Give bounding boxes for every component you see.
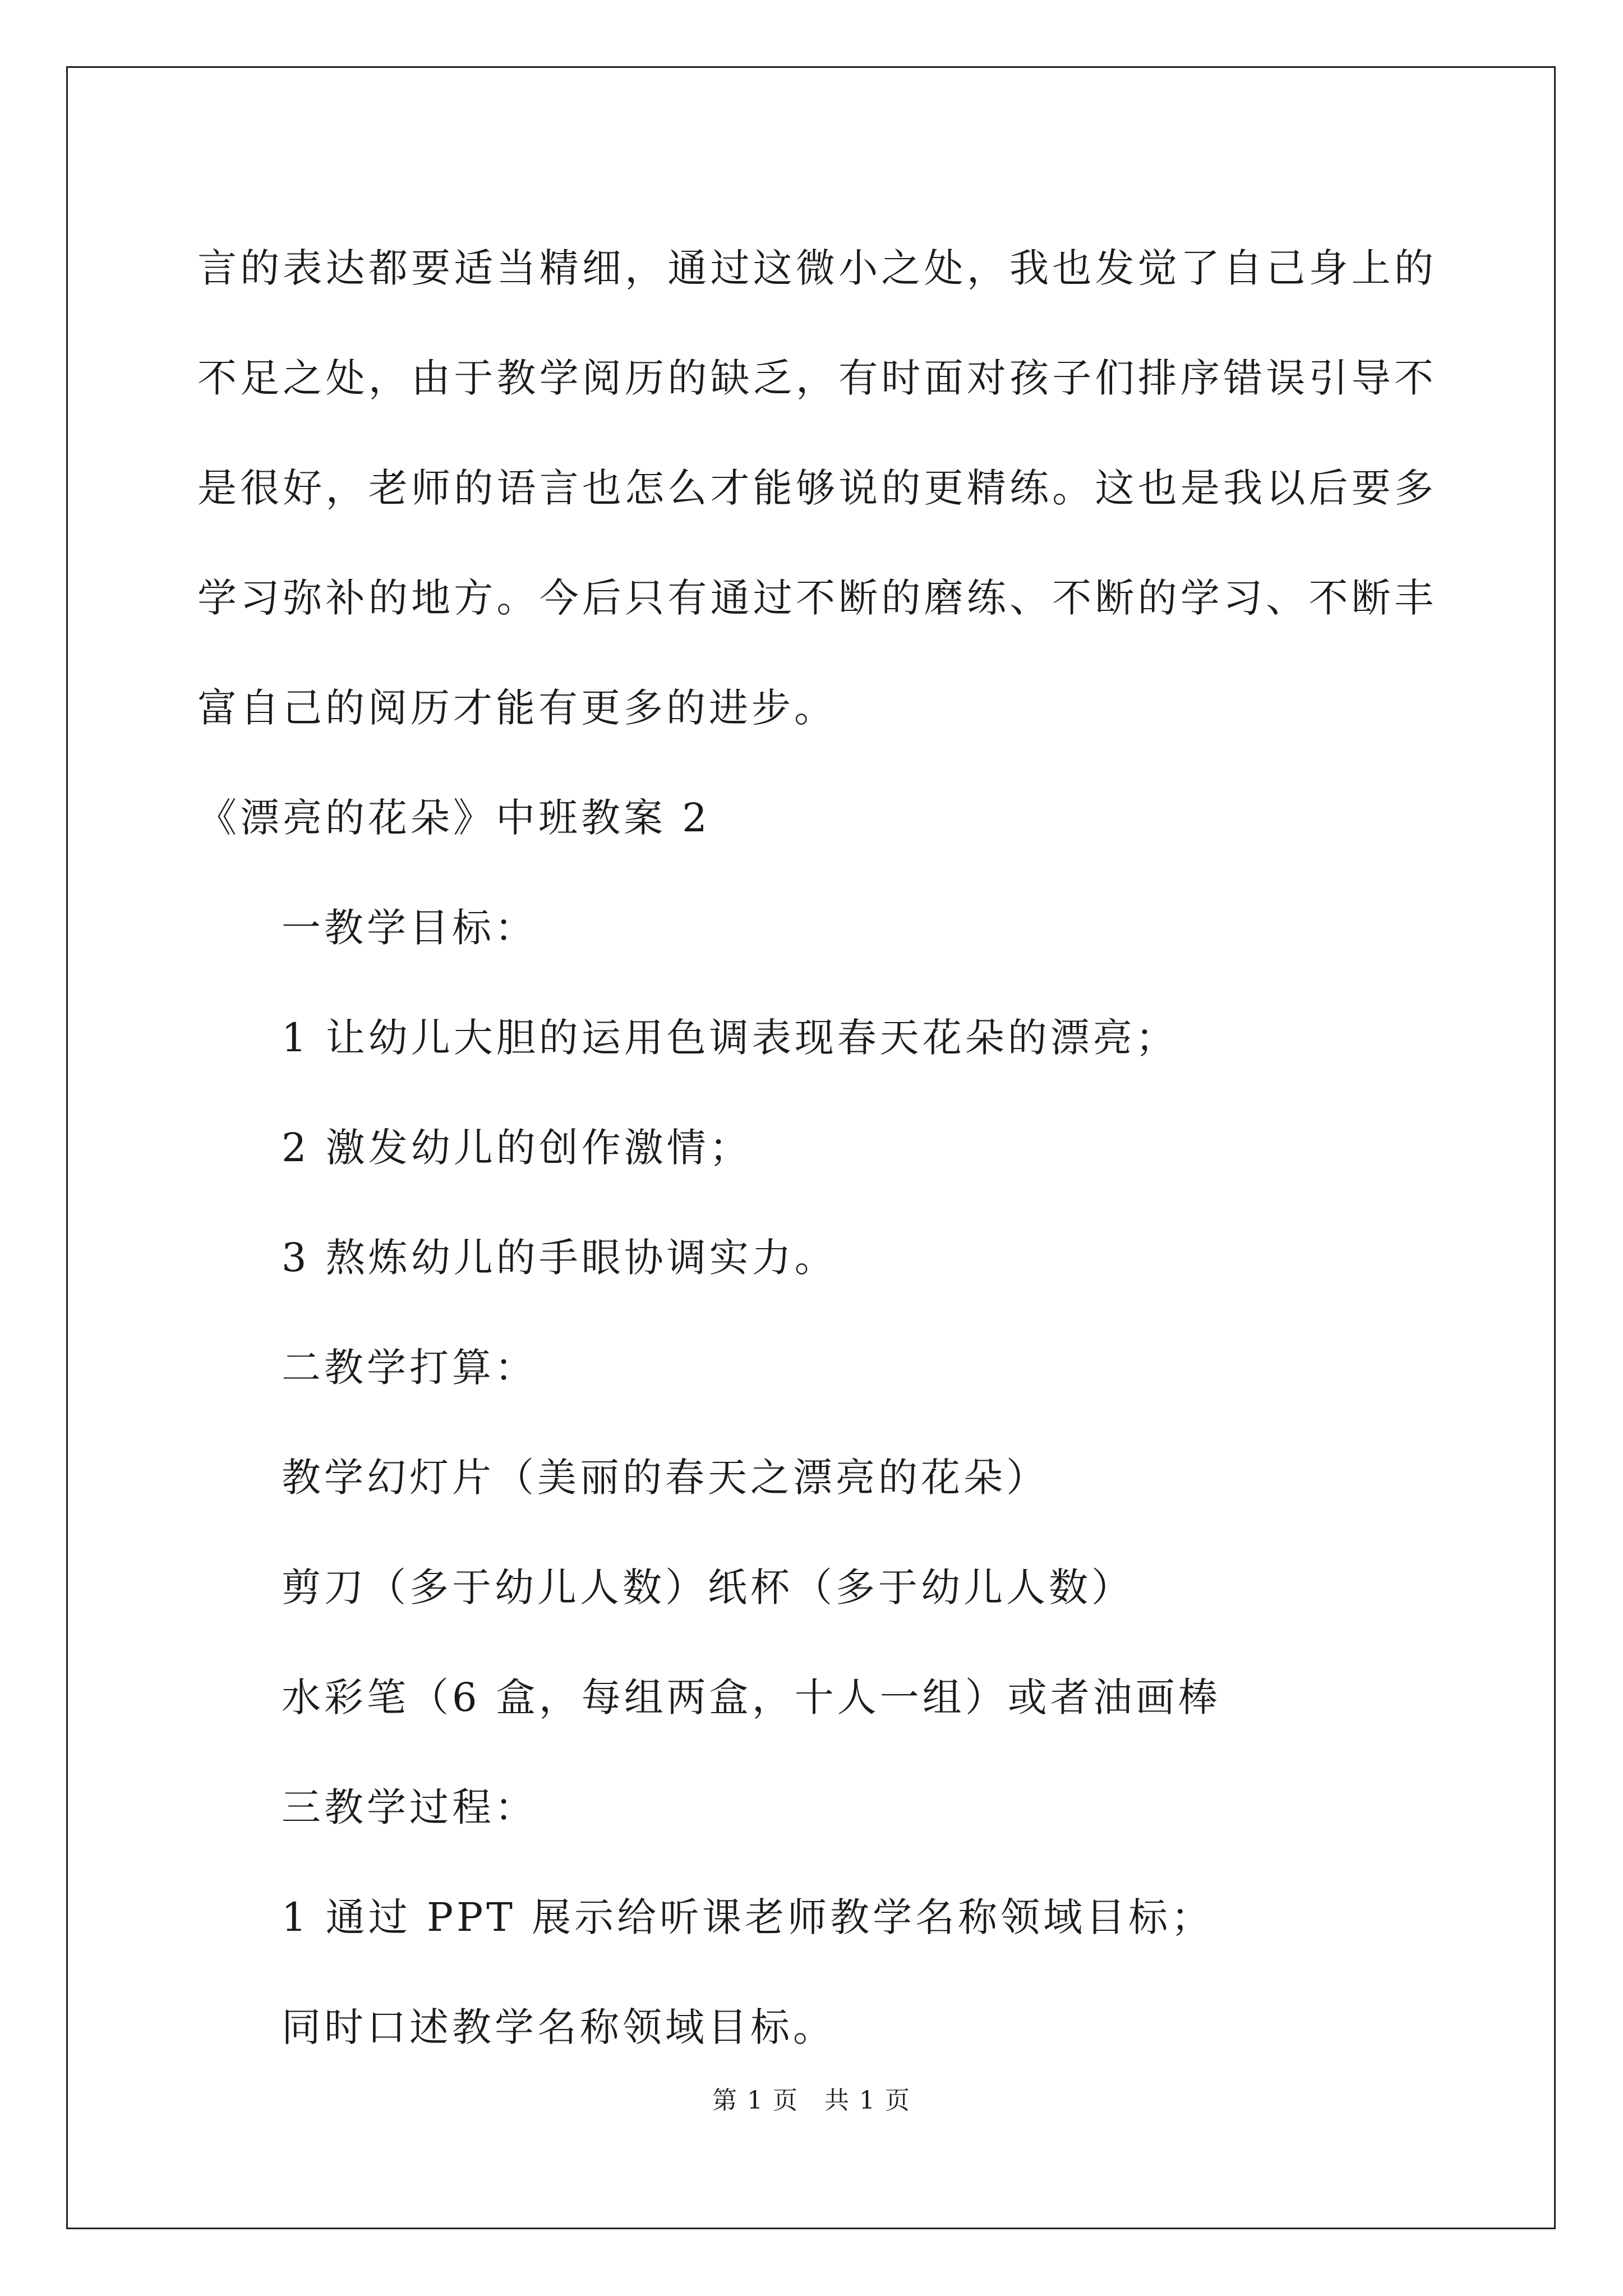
preparation-item-3: 水彩笔（6 盒，每组两盒，十人一组）或者油画棒 <box>282 1674 1221 1720</box>
document-body <box>197 213 1437 2082</box>
goal-item-3: 3 熬炼幼儿的手眼协调实力。 <box>282 1235 837 1281</box>
section-title: 《漂亮的花朵》中班教案 2 <box>197 795 711 841</box>
heading-teaching-goals: 一教学目标： <box>282 905 537 951</box>
preparation-item-2: 剪刀（多于幼儿人数）纸杯（多于幼儿人数） <box>282 1565 1134 1611</box>
process-item-1: 1 通过 PPT 展示给听课老师教学名称领域目标； <box>282 1894 1214 1940</box>
heading-teaching-process: 三教学过程： <box>282 1784 537 1830</box>
heading-teaching-preparation: 二教学打算： <box>282 1345 537 1391</box>
page-footer: 第 1 页 共 1 页 <box>712 2086 911 2115</box>
process-item-2: 同时口述教学名称领域目标。 <box>282 2004 836 2050</box>
preparation-item-1: 教学幻灯片（美丽的春天之漂亮的花朵） <box>282 1455 1049 1501</box>
paragraph-continued: 言的表达都要适当精细，通过这微小之处，我也发觉了自己身上的不足之处，由于教学阅历的缺乏，有时面对孩子们排序错误引导不是很好，老师的语言也怎么才能够说的更精练。这也是我以后要多学习弥补的地方。今后只有通过不断的磨练、不断的学习、不断丰富自己的阅历才能有更多的进步。 <box>197 245 1437 731</box>
goal-item-2: 2 激发幼儿的创作激情； <box>282 1125 752 1171</box>
goal-item-1: 1 让幼儿大胆的运用色调表现春天花朵的漂亮； <box>282 1015 1178 1061</box>
